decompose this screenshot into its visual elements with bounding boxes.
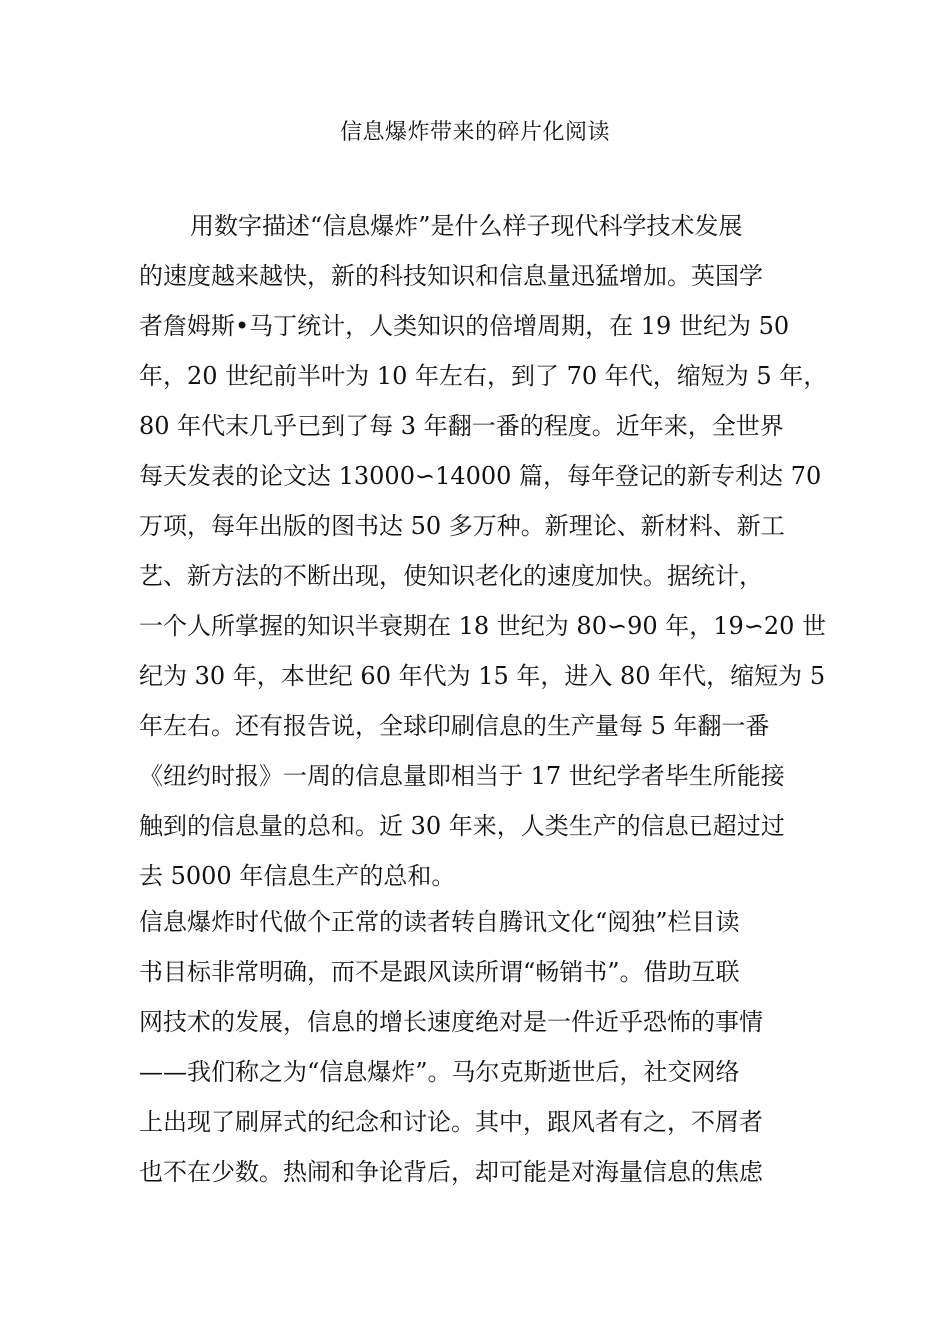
paragraph-line: 网技术的发展，信息的增长速度绝对是一件近乎恐怖的事情 <box>139 1008 763 1036</box>
paragraph-2 <box>139 902 839 1202</box>
paragraph-line: 书目标非常明确，而不是跟风读所谓“畅销书”。借助互联 <box>139 958 740 986</box>
paragraph-line: 万项，每年出版的图书达 50 多万种。新理论、新材料、新工 <box>139 512 785 540</box>
document-title: 信息爆炸带来的碎片化阅读 <box>339 120 610 145</box>
paragraph-line: 触到的信息量的总和。近 30 年来，人类生产的信息已超过过 <box>139 812 785 840</box>
paragraph-line: 也不在少数。热闹和争论背后，却可能是对海量信息的焦虑 <box>139 1158 763 1186</box>
paragraph-line: 每天发表的论文达 13000∽14000 篇，每年登记的新专利达 70 <box>139 462 822 490</box>
paragraph-line: 的速度越来越快，新的科技知识和信息量迅猛增加。英国学 <box>139 262 763 290</box>
paragraph-line: ——我们称之为“信息爆炸”。马尔克斯逝世后，社交网络 <box>139 1058 740 1086</box>
paragraph-line: 艺、新方法的不断出现，使知识老化的速度加快。据统计， <box>139 562 763 590</box>
paragraph-line: 去 5000 年信息生产的总和。 <box>139 862 456 890</box>
paragraph-line: 用数字描述“信息爆炸”是什么样子现代科学技术发展 <box>190 212 743 240</box>
paragraph-line: 《纽约时报》一周的信息量即相当于 17 世纪学者毕生所能接 <box>139 762 785 790</box>
paragraph-line: 纪为 30 年，本世纪 60 年代为 15 年，进入 80 年代，缩短为 5 <box>139 662 826 690</box>
paragraph-line: 上出现了刷屏式的纪念和讨论。其中，跟风者有之，不屑者 <box>139 1108 763 1136</box>
paragraph-1 <box>139 206 839 906</box>
paragraph-line: 年，20 世纪前半叶为 10 年左右，到了 70 年代，缩短为 5 年， <box>139 362 828 390</box>
paragraph-line: 80 年代末几乎已到了每 3 年翻一番的程度。近年来，全世界 <box>139 412 784 440</box>
paragraph-line: 信息爆炸时代做个正常的读者转自腾讯文化“阅独”栏目读 <box>139 908 740 936</box>
paragraph-line: 年左右。还有报告说，全球印刷信息的生产量每 5 年翻一番 <box>139 712 770 740</box>
paragraph-line: 者詹姆斯•马丁统计，人类知识的倍增周期，在 19 世纪为 50 <box>139 312 790 340</box>
paragraph-line: 一个人所掌握的知识半衰期在 18 世纪为 80∽90 年，19∽20 世 <box>139 612 827 640</box>
